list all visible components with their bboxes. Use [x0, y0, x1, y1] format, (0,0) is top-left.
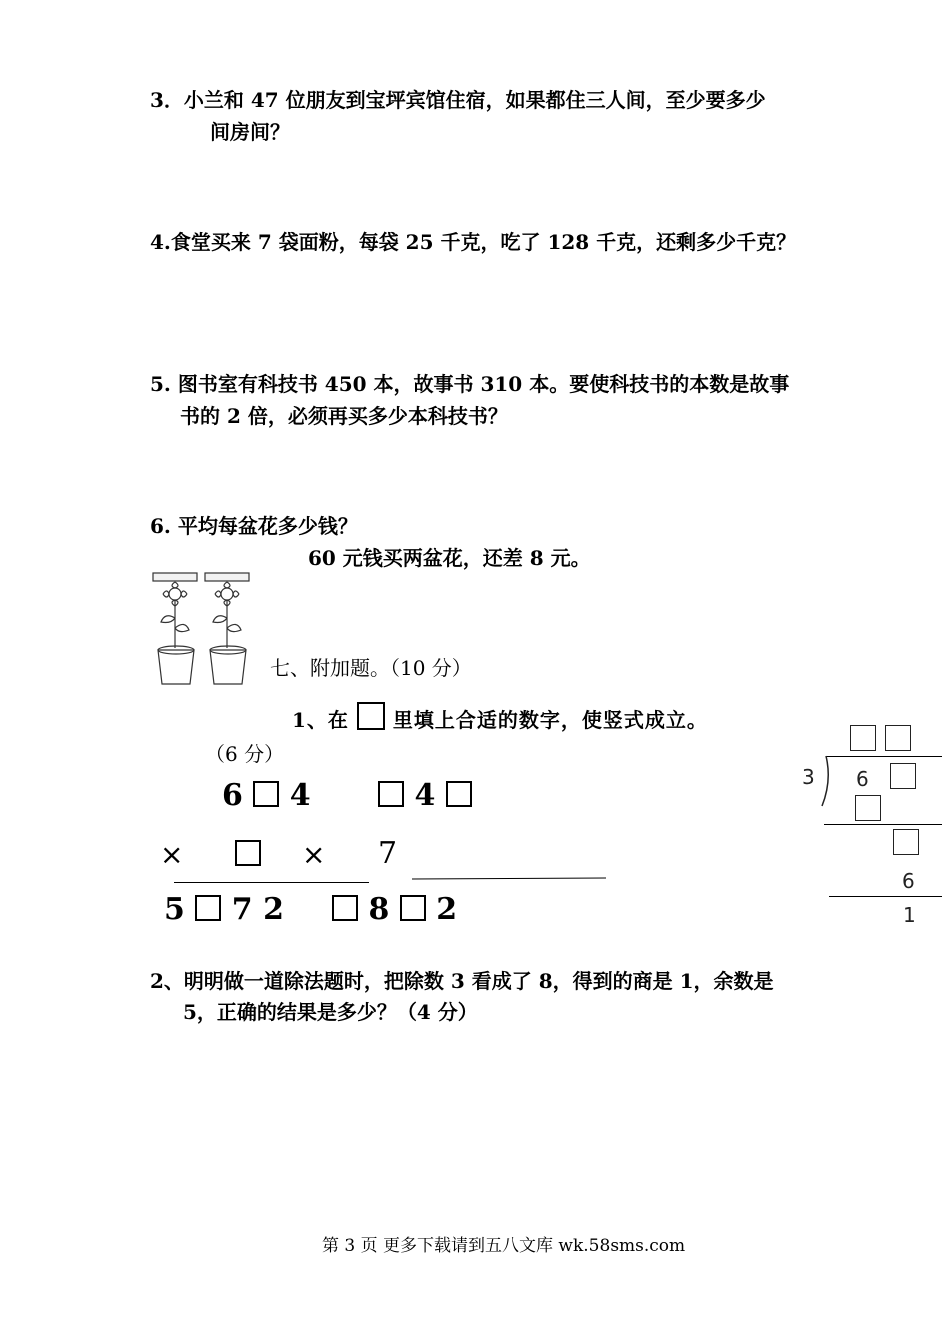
remainder: 1	[903, 903, 916, 927]
flowerpot-icon	[205, 573, 249, 684]
mult1-blank-box[interactable]	[195, 895, 221, 921]
mult2-blank-box[interactable]	[332, 895, 358, 921]
mult1-multiplier-blank-box[interactable]	[235, 840, 261, 866]
mult2-top	[378, 778, 472, 813]
bonus-heading: 七、附加题。（10 分）	[270, 656, 472, 680]
blank-box-icon	[357, 702, 385, 730]
mult2-result-line	[412, 877, 606, 879]
mult1-digit: 4	[289, 778, 311, 813]
mult1-result-line	[174, 882, 369, 883]
question-4: 4.食堂买来 7 袋面粉，每袋 25 千克，吃了 128 千克，还剩多少千克？	[150, 230, 797, 254]
mult2-times-sign: ×	[302, 838, 326, 871]
flowerpot-illustration	[150, 570, 260, 688]
mult2-blank-box[interactable]	[400, 895, 426, 921]
mult2-blank-box[interactable]	[378, 781, 404, 807]
question-5-line-1: 5. 图书室有科技书 450 本，故事书 310 本。要使科技书的本数是故事	[150, 372, 790, 396]
mult1-times-sign: ×	[160, 838, 184, 871]
bonus-q1-prefix: 1、在	[292, 708, 349, 732]
question-3-line-2: 间房间？	[210, 120, 290, 144]
mult1-digit: 6	[222, 778, 243, 813]
page-footer: 第 3 页 更多下载请到五八文库 wk.58sms.com	[322, 1236, 686, 1256]
question-6-line-1: 6. 平均每盆花多少钱？	[150, 514, 358, 538]
division-bar	[826, 756, 942, 757]
question-6-line-2: 60 元钱买两盆花，还差 8 元。	[308, 546, 591, 570]
mult2-blank-box[interactable]	[446, 781, 472, 807]
mult2-multiplier: 7	[378, 836, 398, 871]
division-line-2	[829, 896, 942, 897]
division-bracket	[818, 755, 832, 807]
mult1-result	[164, 892, 284, 927]
mult1-digit: 2	[263, 892, 284, 927]
mult2-digit: 4	[414, 778, 436, 813]
question-3-line-1: 3．小兰和 47 位朋友到宝坪宾馆住宿，如果都住三人间，至少要多少	[150, 88, 766, 112]
mult2-result	[332, 892, 457, 927]
flowerpot-icon	[153, 573, 197, 684]
bonus-q1-score: （6 分）	[205, 742, 285, 766]
divisor: 3	[802, 765, 815, 789]
bonus-q1-suffix: 里填上合适的数字，使竖式成立。	[392, 708, 708, 732]
mult2-digit: 2	[436, 892, 458, 927]
bring-down-blank-box[interactable]	[893, 829, 919, 855]
quotient-blank-box[interactable]	[850, 725, 876, 751]
dividend-blank-box[interactable]	[890, 763, 916, 789]
division-line-1	[824, 824, 942, 825]
bonus-q1-instruction	[292, 702, 708, 736]
quotient-blank-box[interactable]	[885, 725, 911, 751]
mult1-digit: 7	[231, 892, 253, 927]
dividend-digit: 6	[856, 767, 869, 791]
subtract-value: 6	[902, 869, 915, 893]
mult1-blank-box[interactable]	[253, 781, 279, 807]
mult2-digit: 8	[368, 892, 390, 927]
subtract-blank-box[interactable]	[855, 795, 881, 821]
mult1-top	[222, 778, 311, 813]
bonus-q2-line-1: 2、明明做一道除法题时，把除数 3 看成了 8，得到的商是 1，余数是	[150, 969, 774, 993]
mult1-digit: 5	[164, 892, 185, 927]
bonus-q2-line-2: 5，正确的结果是多少？（4 分）	[183, 1000, 478, 1024]
question-5-line-2: 书的 2 倍，必须再买多少本科技书？	[180, 404, 508, 428]
